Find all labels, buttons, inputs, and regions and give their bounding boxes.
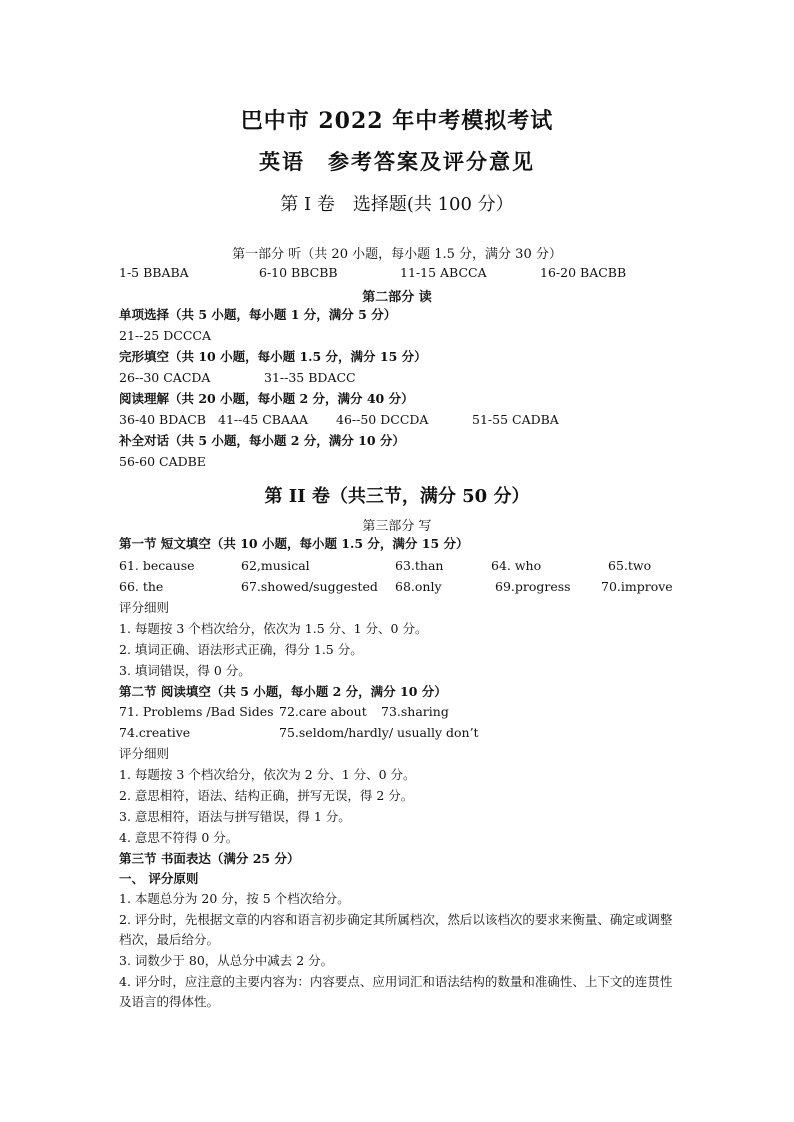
cloze-title: 完形填空（共 10 小题，每小题 1.5 分，满分 15 分） — [119, 349, 427, 364]
section3-item-3: 3. 词数少于 80，从总分中减去 2 分。 — [119, 953, 334, 968]
section1-rubric-label: 评分细则 — [119, 600, 170, 615]
part3-heading: 第三部分 写 — [362, 519, 432, 534]
single-choice-title: 单项选择（共 5 小题，每小题 1 分，满分 5 分） — [119, 307, 397, 322]
s1-answer-67: 67.showed/suggested — [241, 579, 378, 594]
s1-answer-65: 65.two — [608, 558, 652, 573]
section2-rubric-4: 4. 意思不符得 0 分。 — [119, 830, 239, 845]
s1-answer-69: 69.progress — [495, 579, 571, 594]
s1-answer-68: 68.only — [395, 579, 442, 594]
reading-title: 阅读理解（共 20 小题，每小题 2 分，满分 40 分） — [119, 391, 414, 406]
part1-answer-3: 11-15 ABCCA — [400, 265, 487, 280]
s2-answer-74: 74.creative — [119, 725, 191, 740]
section1-rubric-1: 1. 每题按 3 个档次给分，依次为 1.5 分、1 分、0 分。 — [119, 621, 428, 636]
part1-heading-text: 第一部分 听（共 20 小题，每小题 1.5 分，满分 30 分） — [232, 247, 562, 262]
reading-answer-1: 36-40 BDACB — [119, 412, 206, 427]
section3-item-2: 2. 评分时，先根据文章的内容和语言初步确定其所属档次，然后以该档次的要求来衡量、确定或调整档次，最后给分。 — [119, 912, 673, 947]
part1-heading — [0, 243, 794, 262]
exam-title: 巴中市 2022 年中考模拟考试 — [240, 108, 554, 134]
s2-answer-75: 75.seldom/hardly/ usually don’t — [279, 725, 479, 740]
section2-title: 第二节 阅读填空（共 5 小题，每小题 2 分，满分 10 分） — [119, 684, 447, 699]
s1-answer-70: 70.improve — [601, 579, 673, 594]
section1-title: 第一节 短文填空（共 10 小题，每小题 1.5 分，满分 15 分） — [119, 536, 469, 551]
s2-answer-72: 72.care about — [279, 704, 367, 719]
dialogue-answer: 56-60 CADBE — [119, 454, 206, 469]
single-choice-answer: 21--25 DCCCA — [119, 328, 211, 343]
exam-subtitle: 英语 参考答案及评分意见 — [259, 149, 535, 174]
reading-answer-2: 41--45 CBAAA — [218, 412, 309, 427]
reading-answer-3: 46--50 DCCDA — [336, 412, 429, 427]
volume1-title: 第 I 卷 选择题(共 100 分） — [280, 194, 514, 215]
section2-rubric-2: 2. 意思相符，语法、结构正确，拼写无误，得 2 分。 — [119, 788, 414, 803]
part1-answer-2: 6-10 BBCBB — [259, 265, 338, 280]
section3-title: 第三节 书面表达（满分 25 分） — [119, 851, 300, 866]
part1-answer-1: 1-5 BBABA — [119, 265, 189, 280]
section1-rubric-3: 3. 填词错误，得 0 分。 — [119, 663, 251, 678]
section2-rubric-3: 3. 意思相符，语法与拼写错误，得 1 分。 — [119, 809, 351, 824]
part2-heading: 第二部分 读 — [362, 290, 432, 305]
section3-item-4: 4. 评分时，应注意的主要内容为：内容要点、应用词汇和语法结构的数量和准确性、上下文的连贯性及语言的得体性。 — [119, 974, 673, 1009]
s2-answer-71: 71. Problems /Bad Sides — [119, 704, 274, 719]
part1-answer-4: 16-20 BACBB — [540, 265, 627, 280]
cloze-answer-1: 26--30 CACDA — [119, 370, 211, 385]
s1-answer-66: 66. the — [119, 579, 164, 594]
s2-answer-73: 73.sharing — [381, 704, 449, 719]
section3-item-1: 1. 本题总分为 20 分，按 5 个档次给分。 — [119, 891, 350, 906]
dialogue-title: 补全对话（共 5 小题，每小题 2 分，满分 10 分） — [119, 433, 405, 448]
s1-answer-64: 64. who — [491, 558, 542, 573]
reading-answer-4: 51-55 CADBA — [472, 412, 559, 427]
section1-rubric-2: 2. 填词正确、语法形式正确，得分 1.5 分。 — [119, 642, 363, 657]
section2-rubric-label: 评分细则 — [119, 746, 170, 761]
s1-answer-62: 62,musical — [241, 558, 310, 573]
cloze-answer-2: 31--35 BDACC — [264, 370, 356, 385]
section3-principle: 一、 评分原则 — [119, 871, 199, 886]
s1-answer-63: 63.than — [395, 558, 444, 573]
section2-rubric-1: 1. 每题按 3 个档次给分，依次为 2 分、1 分、0 分。 — [119, 767, 416, 782]
volume2-title: 第 II 卷（共三节，满分 50 分） — [264, 486, 530, 507]
s1-answer-61: 61. because — [119, 558, 195, 573]
